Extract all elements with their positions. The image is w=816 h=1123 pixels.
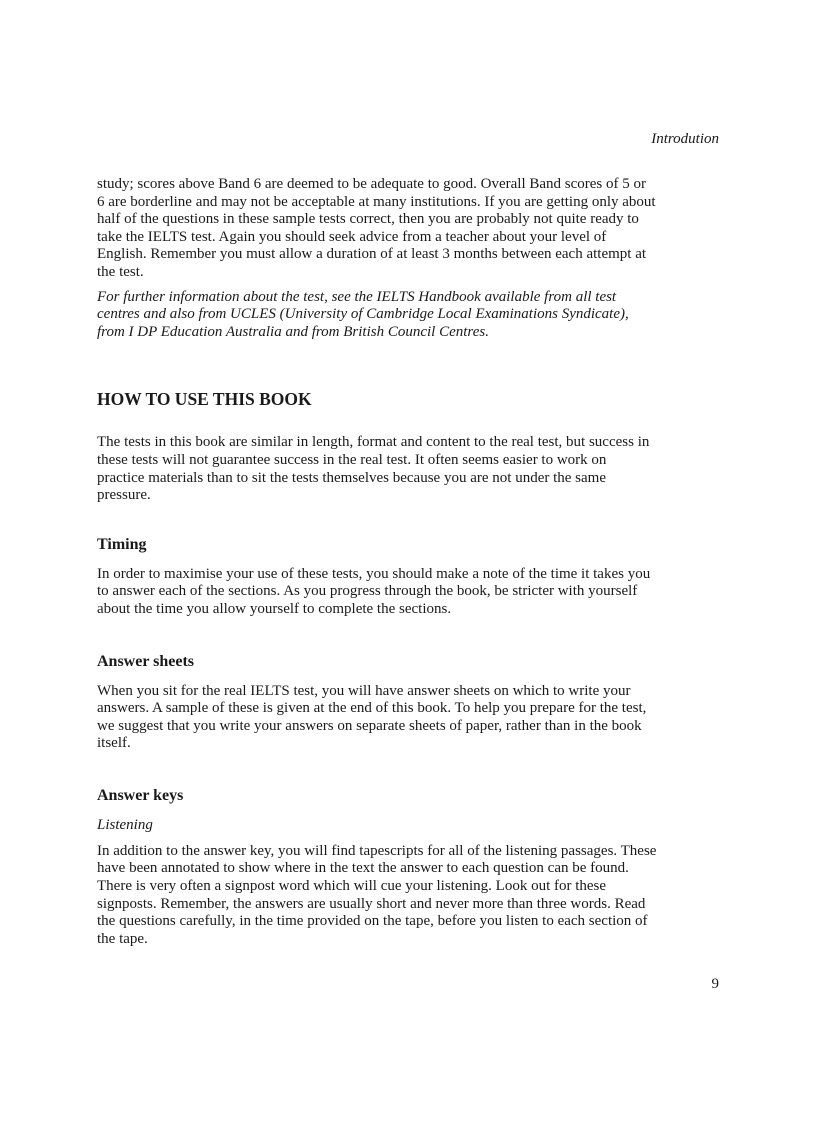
answer-keys-section (97, 786, 657, 949)
intro-continuation-paragraph: study; scores above Band 6 are deemed to be adequate to good. Overall Band scores of 5 or 6 are borderline and may not be acceptable at many institutions. If you are getting only about half of the questions in these sample tests correct, then you are probably not quite ready to take the IELTS test. Again you should seek advice from a teacher about your level of English. Remember you must allow a duration of at least 3 months between each attempt at the test. (97, 176, 656, 280)
timing-paragraph: In order to maximise your use of these tests, you should make a note of the time it takes you to answer each of the sections. As you progress through the book, be stricter with yourself about the time you allow yourself to complete the sections. (97, 565, 651, 617)
how-to-use-heading: HOW TO USE THIS BOOK (97, 389, 312, 410)
page-body (97, 176, 657, 948)
answer-sheets-section (97, 652, 657, 753)
how-to-use-paragraph: The tests in this book are similar in length, format and content to the real test, but success in these tests will not guarantee success in the real test. It often seems easier to work on practice materials than to sit the tests themselves because you are not under the same pressure. (97, 434, 650, 504)
answer-sheets-paragraph: When you sit for the real IELTS test, you will have answer sheets on which to write your answers. A sample of these is given at the end of this book. To help you prepare for the test, we suggest that you write your answers on separate sheets of paper, rather than in the book itself. (97, 682, 647, 752)
timing-heading: Timing (97, 535, 147, 553)
answer-keys-heading: Answer keys (97, 786, 184, 804)
page-number: 9 (711, 976, 719, 992)
running-head-title: Introdution (651, 131, 719, 147)
answer-keys-paragraph: In addition to the answer key, you will find tapescripts for all of the listening passages. These have been annotated to show where in the text the answer to each question can be found. There is very often a signpost word which will cue your listening. Look out for these signposts. Remember, the answers are usually short and never more than three words. Read the questions carefully, in the time provided on the tape, before you listen to each section of the tape. (97, 842, 657, 947)
listening-subheading: Listening (97, 816, 153, 833)
answer-sheets-heading: Answer sheets (97, 652, 195, 670)
further-info-paragraph: For further information about the test, see the IELTS Handbook available from all test centres and also from UCLES (University of Cambridge Local Examinations Syndicate), from I DP Education Australia and from British Council Centres. (97, 288, 629, 340)
timing-section (97, 535, 657, 619)
